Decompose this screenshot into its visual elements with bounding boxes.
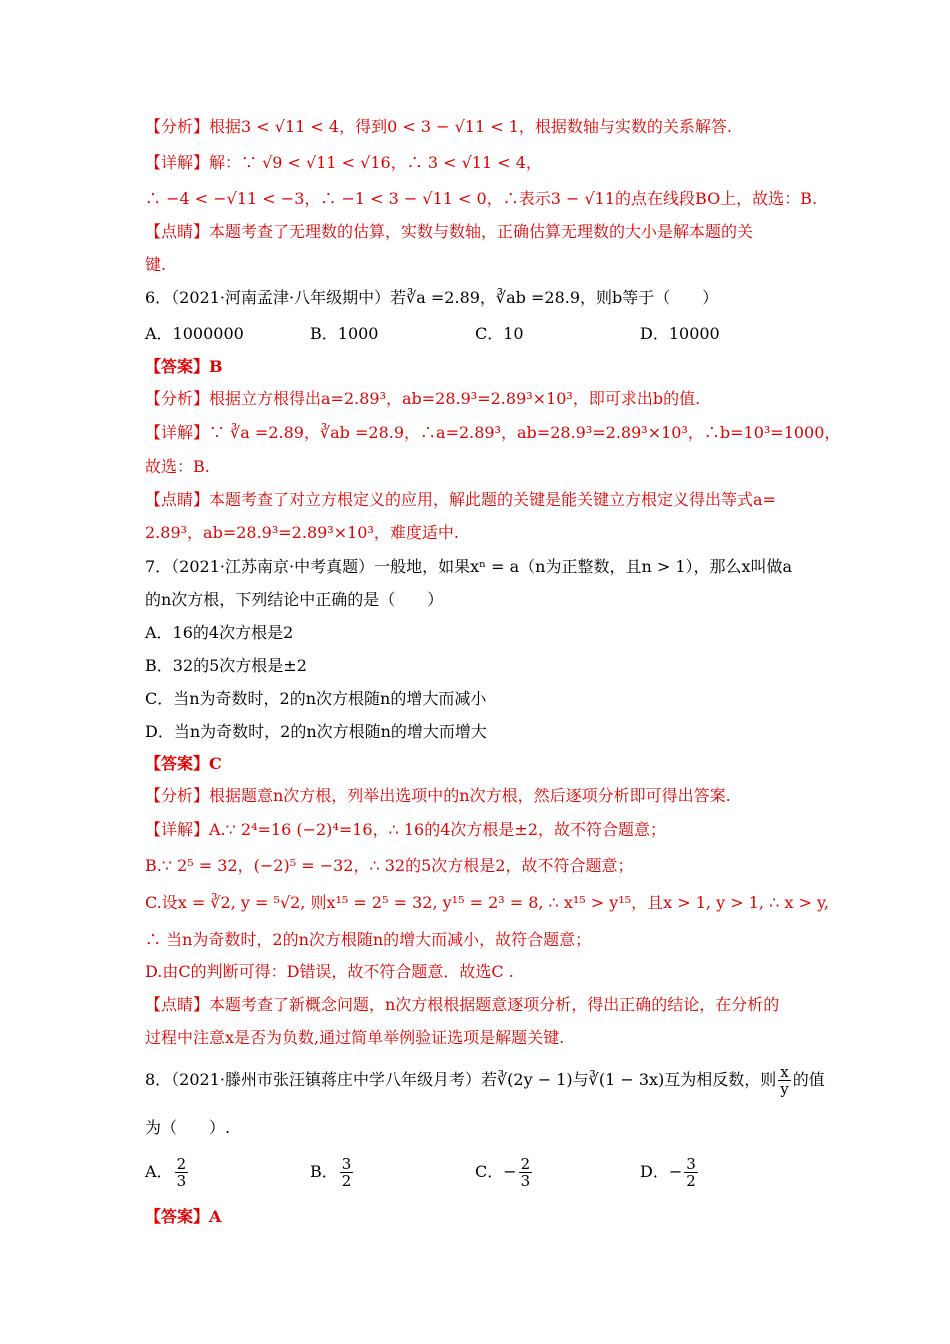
detail-5-a: 【详解】解：∵ √9 < √11 < √16，∴ 3 < √11 < 4， (145, 153, 542, 172)
detail-6-a: 【详解】∵ ∛a =2.89，∛ab =28.9，∴a=2.89³，ab=28.9³=2.89³×10³，∴b=10³=1000， (145, 423, 841, 442)
answer-7: 【答案】C (145, 754, 222, 773)
detail-7-a: 【详解】A.∵ 2⁴=16 (−2)⁴=16，∴ 16的4次方根是±2，故不符合题意； (145, 820, 666, 839)
question-8-a: 8．（2021·滕州市张汪镇蒋庄中学八年级月考）若∛(2y − 1)与∛(1 − 3x)互为相反数，则 $\frac{x}{y}$ 的值 (145, 1063, 825, 1098)
answer-6: 【答案】B (145, 357, 223, 376)
option-7-d: D．当n为奇数时，2的n次方根随n的增大而增大 (145, 722, 487, 741)
remark-7-b: 过程中注意x是否为负数,通过简单举例验证选项是解题关键. (145, 1028, 565, 1047)
detail-5-b: ∴ −4 < −√11 < −3，∴ −1 < 3 − √11 < 0，∴表示3 − √11的点在线段BO上，故选：B. (145, 189, 818, 208)
detail-6-b: 故选：B. (145, 457, 210, 476)
question-8-b: 为（ ）. (145, 1118, 231, 1137)
option-6-d: D．10000 (640, 324, 720, 343)
remark-6-a: 【点睛】本题考查了对立方根定义的应用，解此题的关键是能关键立方根定义得出等式a= (145, 490, 776, 509)
question-7-a: 7．（2021·江苏南京·中考真题）一般地，如果xⁿ = a（n为正整数，且n > 1），那么x叫做a (145, 557, 793, 576)
analysis-6: 【分析】根据立方根得出a=2.89³，ab=28.9³=2.89³×10³，即可求出b的值. (145, 389, 701, 408)
detail-7-e: D.由C的判断可得：D错误，故不符合题意．故选C . (145, 962, 514, 981)
option-7-b: B．32的5次方根是±2 (145, 656, 307, 675)
option-8-c: C．− $\frac{2}{3}$ (475, 1155, 531, 1190)
remark-5-a: 【点睛】本题考查了无理数的估算，实数与数轴，正确估算无理数的大小是解本题的关 (145, 222, 754, 241)
option-8-b: B． $\frac{3}{2}$ (310, 1155, 352, 1190)
remark-6-b: 2.89³，ab=28.9³=2.89³×10³，难度适中. (145, 523, 459, 542)
remark-5-b: 键. (145, 255, 167, 274)
detail-7-b: B.∵ 2⁵ = 32，(−2)⁵ = −32，∴ 32的5次方根是2，故不符合题意； (145, 856, 634, 875)
option-8-d: D．− $\frac{3}{2}$ (640, 1155, 696, 1190)
analysis-5: 【分析】根据3 < √11 < 4，得到0 < 3 − √11 < 1，根据数轴与实数的关系解答. (145, 117, 732, 136)
option-8-a: A． $\frac{2}{3}$ (145, 1155, 187, 1190)
option-7-a: A．16的4次方根是2 (145, 623, 294, 642)
answer-8: 【答案】A (145, 1207, 222, 1226)
option-6-c: C．10 (475, 324, 524, 343)
detail-7-c: C.设x = ∛2, y = ⁵√2, 则x¹⁵ = 2⁵ = 32, y¹⁵ = 2³ = 8, ∴ x¹⁵ > y¹⁵，且x > 1, y > 1, ∴ x > y, (145, 893, 829, 912)
detail-7-d: ∴ 当n为奇数时，2的n次方根随n的增大而减小，故符合题意； (145, 930, 592, 949)
analysis-7: 【分析】根据题意n次方根，列举出选项中的n次方根，然后逐项分析即可得出答案. (145, 786, 731, 805)
question-7-b: 的n次方根，下列结论中正确的是（ ） (145, 590, 444, 609)
option-7-c: C．当n为奇数时，2的n次方根随n的增大而减小 (145, 689, 487, 708)
question-6: 6．（2021·河南孟津·八年级期中）若∛a =2.89，∛ab =28.9，则b等于（ ） (145, 288, 719, 307)
fraction-x-over-y: $\frac{x}{y}$ (780, 1063, 789, 1098)
remark-7-a: 【点睛】本题考查了新概念问题，n次方根根据题意逐项分析，得出正确的结论，在分析的 (145, 995, 780, 1014)
option-6-a: A．1000000 (145, 324, 244, 343)
option-6-b: B．1000 (310, 324, 379, 343)
